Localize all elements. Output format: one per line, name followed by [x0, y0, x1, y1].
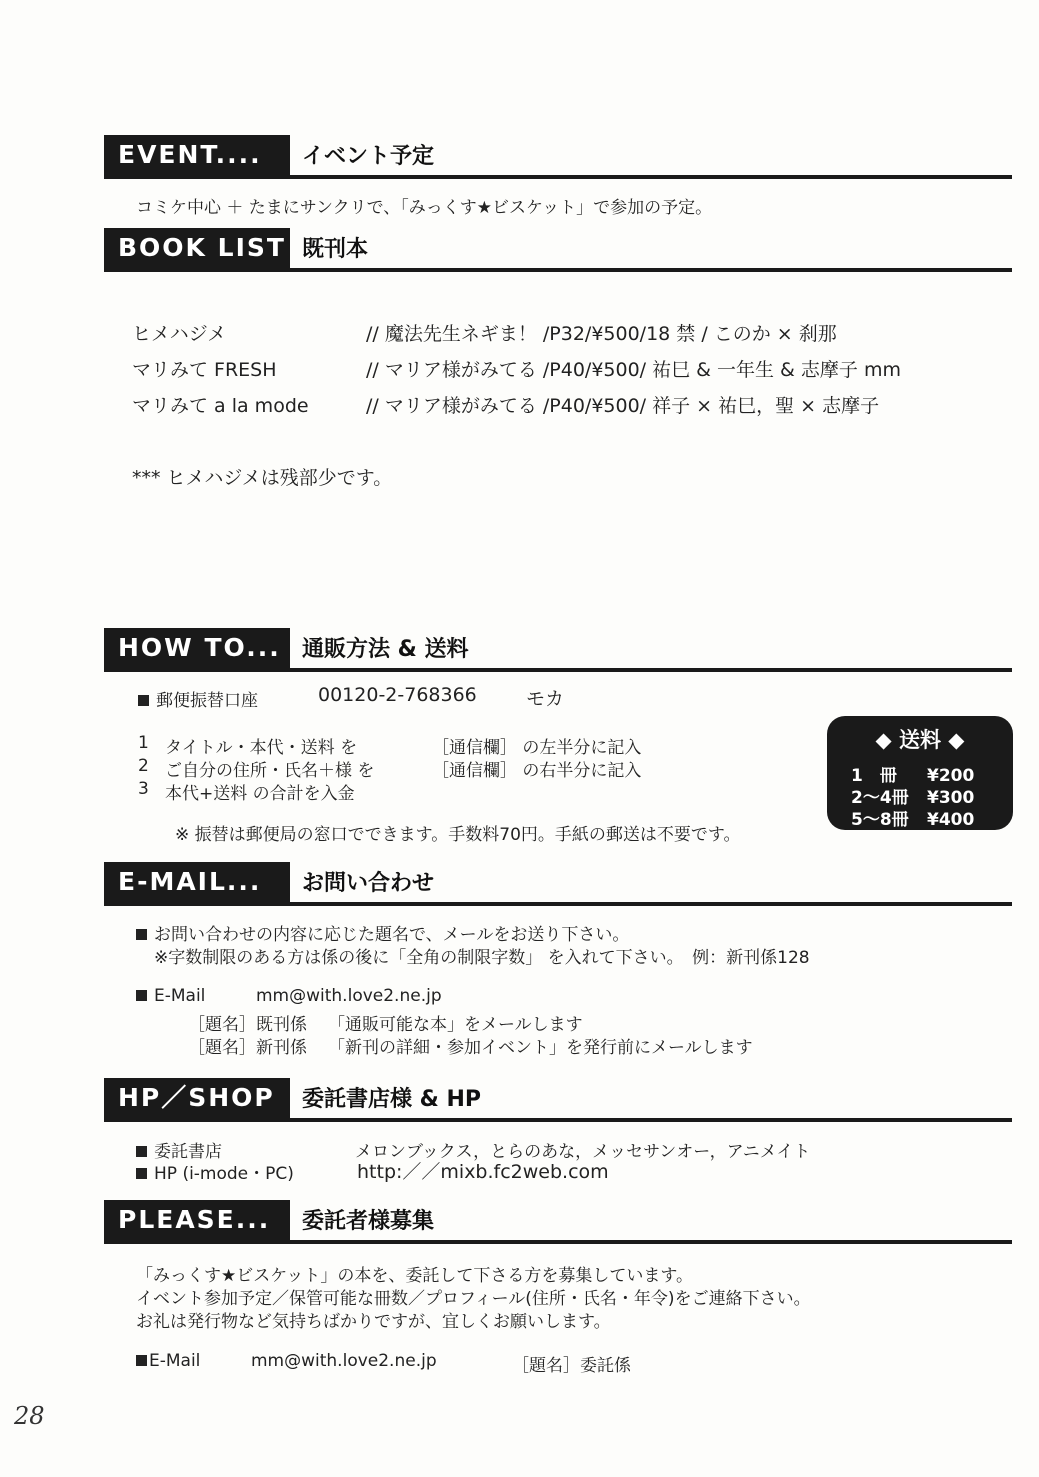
event-title: イベント予定 [302, 144, 435, 169]
please-mail-address[interactable]: mm@with.love2.ne.jp [251, 1351, 437, 1371]
bullet-square-icon [136, 990, 147, 1001]
book-info: // マリア様がみてる /P40/¥500/ 祐巳 & 一年生 & 志摩子 mm [366, 359, 901, 381]
email-section-header [104, 862, 1012, 906]
step-text: タイトル・本代・送料 を [165, 738, 358, 758]
account-name: モカ [526, 688, 565, 710]
booklist-rule [104, 268, 1012, 272]
email-mail-label: E-Mail [154, 986, 206, 1006]
please-title: 委託者様募集 [302, 1209, 435, 1234]
hpshop-rule [104, 1118, 1012, 1122]
event-tag: EVENT.... [104, 135, 290, 175]
account-label-line [138, 686, 258, 711]
booklist-title: 既刊本 [302, 237, 369, 262]
howto-section-header [104, 628, 1012, 672]
event-section-header [104, 135, 1012, 179]
howto-note: ※ 振替は郵便局の窓口でできます。手数料70円。手紙の郵送は不要です。 [175, 825, 741, 845]
shipping-price: ¥200 [927, 766, 975, 786]
shipping-title: ◆ 送料 ◆ [875, 728, 965, 752]
please-line: 「みっくす★ビスケット」の本を、委託して下さる方を募集しています。 [136, 1266, 694, 1286]
shipping-box [827, 716, 1013, 830]
booklist-section-header [104, 228, 1012, 272]
hp-label: HP (i-mode・PC) [154, 1164, 294, 1184]
book-name: ヒメハジメ [132, 323, 227, 345]
email-rule [104, 902, 1012, 906]
email-title: お問い合わせ [302, 871, 435, 896]
email-subject-text: 「通販可能な本」をメールします [328, 1015, 583, 1035]
event-text: コミケ中心 ＋ たまにサンクリで、「みっくす★ビスケット」で参加の予定。 [136, 198, 713, 218]
please-tag: PLEASE... [104, 1200, 290, 1240]
email-line1: お問い合わせの内容に応じた題名で、メールをお送り下さい。 [154, 925, 630, 945]
bullet-square-icon [136, 1168, 147, 1179]
shipping-qty: 2～4冊 [851, 788, 909, 808]
book-name: マリみて FRESH [132, 359, 277, 381]
email-mail-address[interactable]: mm@with.love2.ne.jp [256, 986, 442, 1006]
shipping-qty: 5～8冊 [851, 810, 909, 830]
booklist-tag: BOOK LIST [104, 228, 290, 268]
email-line1-row [136, 920, 629, 945]
booklist-note: *** ヒメハジメは残部少です。 [132, 467, 393, 489]
please-line: お礼は発行物など気持ちばかりですが、宜しくお願いします。 [136, 1312, 611, 1332]
step-field: ［通信欄］ の右半分に記入 [432, 761, 642, 781]
step-field: ［通信欄］ の左半分に記入 [432, 738, 642, 758]
please-section-header [104, 1200, 1012, 1244]
step-text: 本代+送料 の合計を入金 [165, 784, 355, 804]
please-mail-row [136, 1351, 200, 1371]
email-line2: ※字数制限のある方は係の後に「全角の制限字数」 を入れて下さい。 例：新刊係128 [154, 948, 810, 968]
step-number: 1 [138, 733, 149, 753]
bullet-square-icon [136, 929, 147, 940]
email-subject-text: 「新刊の詳細・参加イベント」を発行前にメールします [328, 1038, 753, 1058]
bullet-square-icon [136, 1355, 147, 1366]
howto-title: 通販方法 & 送料 [302, 637, 469, 662]
step-number: 2 [138, 756, 149, 776]
email-mail-row [136, 986, 205, 1006]
book-name: マリみて a la mode [132, 395, 309, 417]
hp-row [136, 1159, 294, 1184]
howto-tag: HOW TO... [104, 628, 290, 668]
email-subject-label: ［題名］新刊係 [188, 1038, 307, 1058]
step-number: 3 [138, 779, 149, 799]
please-mail-label: E-Mail [149, 1351, 201, 1371]
step-text: ご自分の住所・氏名＋様 を [165, 761, 375, 781]
please-rule [104, 1240, 1012, 1244]
account-label: 郵便振替口座 [156, 691, 258, 711]
hp-url[interactable]: http:／／mixb.fc2web.com [357, 1161, 609, 1183]
shipping-qty: 1 冊 [851, 766, 897, 786]
bullet-square-icon [138, 695, 149, 706]
book-info: // 魔法先生ネギま！ /P32/¥500/18 禁 / このか × 刹那 [366, 323, 837, 345]
shipping-row [851, 805, 974, 830]
email-tag: E-MAIL... [104, 862, 290, 902]
account-number: 00120-2-768366 [318, 684, 477, 706]
bullet-square-icon [136, 1146, 147, 1157]
hpshop-tag: HP／SHOP [104, 1078, 290, 1118]
hpshop-section-header [104, 1078, 1012, 1122]
email-subject-label: ［題名］既刊係 [188, 1015, 307, 1035]
shop-label: 委託書店 [154, 1142, 222, 1162]
event-rule [104, 175, 1012, 179]
shipping-price: ¥300 [927, 788, 975, 808]
please-line: イベント参加予定／保管可能な冊数／プロフィール(住所・氏名・年令)をご連絡下さい。 [136, 1289, 811, 1309]
book-info: // マリア様がみてる /P40/¥500/ 祥子 × 祐巳，聖 × 志摩子 [366, 395, 880, 417]
hpshop-title: 委託書店様 & HP [302, 1087, 482, 1112]
page-number: 28 [14, 1402, 45, 1430]
shop-text: メロンブックス，とらのあな，メッセサンオー，アニメイト [355, 1142, 811, 1162]
please-subject: ［題名］委託係 [512, 1356, 631, 1376]
howto-rule [104, 668, 1012, 672]
shipping-price: ¥400 [927, 810, 975, 830]
